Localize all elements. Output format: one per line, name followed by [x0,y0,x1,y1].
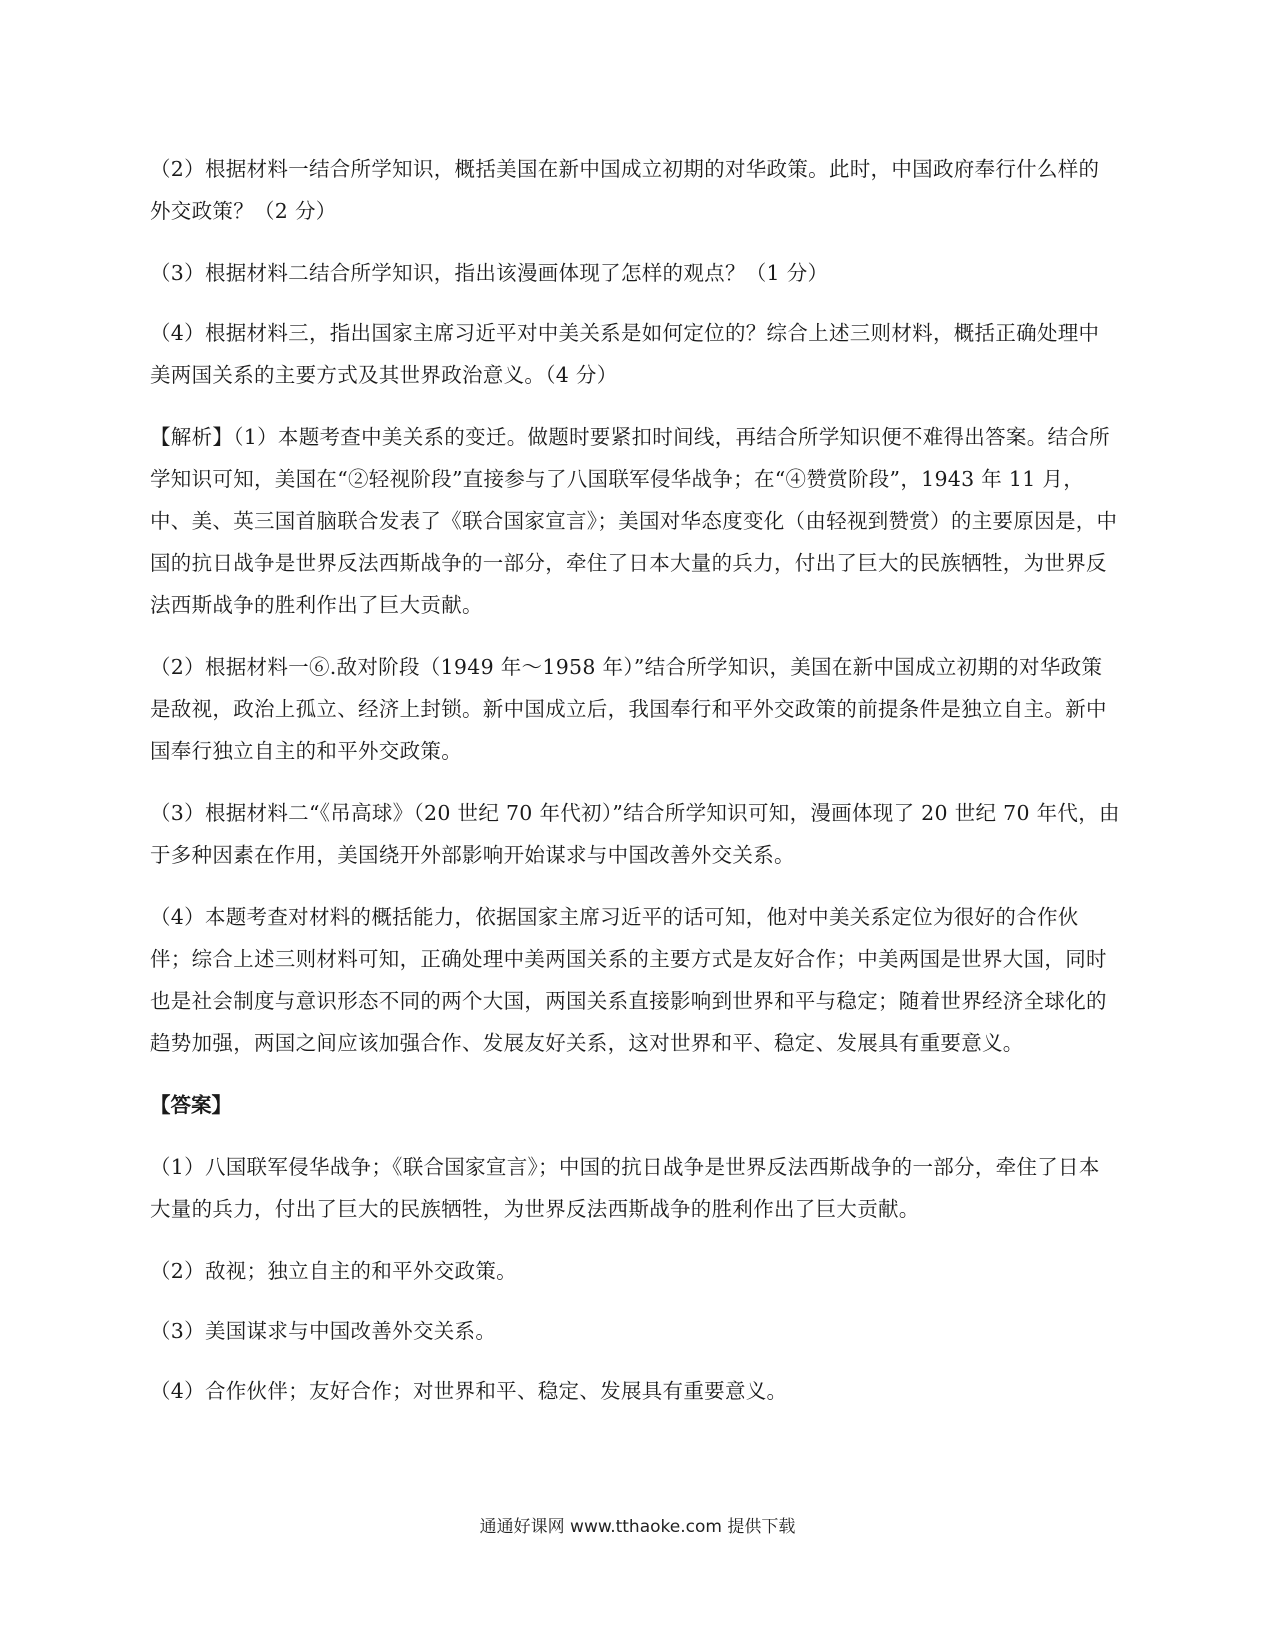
answer-heading: 【答案】 [150,1093,232,1117]
answer-4: （4）合作伙伴；友好合作；对世界和平、稳定、发展具有重要意义。 [150,1379,788,1403]
question-4: （4）根据材料三，指出国家主席习近平对中美关系是如何定位的？综合上述三则材料，概括正确处理中美两国关系的主要方式及其世界政治意义。（4 分） [150,321,1100,387]
question-3: （3）根据材料二结合所学知识，指出该漫画体现了怎样的观点？（1 分） [150,261,829,285]
page-footer: 通通好课网 www.tthaoke.com 提供下载 [479,1517,796,1537]
analysis-part-2: （2）根据材料一⑥.敌对阶段（1949 年～1958 年）”结合所学知识，美国在新中国成立初期的对华政策是敌视，政治上孤立、经济上封锁。新中国成立后，我国奉行和平外交政策的前提条件是独立自主。新中国奉行独立自主的和平外交政策。 [150,655,1107,763]
analysis-part-3: （3）根据材料二“《吊高球》（20 世纪 70 年代初）”结合所学知识可知，漫画体现了 20 世纪 70 年代，由于多种因素在作用，美国绕开外部影响开始谋求与中国改善外交关系。 [150,801,1120,867]
answer-2: （2）敌视；独立自主的和平外交政策。 [150,1259,517,1283]
answer-3: （3）美国谋求与中国改善外交关系。 [150,1319,497,1343]
analysis-part-4: （4）本题考查对材料的概括能力，依据国家主席习近平的话可知，他对中美关系定位为很好的合作伙伴；综合上述三则材料可知，正确处理中美两国关系的主要方式是友好合作；中美两国是世界大国，同时也是社会制度与意识形态不同的两个大国，两国关系直接影响到世界和平与稳定；随着世界经济全球化的趋势加强，两国之间应该加强合作、发展友好关系，这对世界和平、稳定、发展具有重要意义。 [150,905,1107,1055]
page-content [150,148,1120,1432]
question-2: （2）根据材料一结合所学知识，概括美国在新中国成立初期的对华政策。此时，中国政府奉行什么样的外交政策？（2 分） [150,157,1100,223]
answer-1: （1）八国联军侵华战争；《联合国家宣言》；中国的抗日战争是世界反法西斯战争的一部分，牵住了日本大量的兵力，付出了巨大的民族牺牲，为世界反法西斯战争的胜利作出了巨大贡献。 [150,1155,1100,1221]
analysis-part-1: 【解析】（1）本题考查中美关系的变迁。做题时要紧扣时间线，再结合所学知识便不难得出答案。结合所学知识可知，美国在“②轻视阶段”直接参与了八国联军侵华战争；在“④赞赏阶段”，1943 年 11 月，中、美、英三国首脑联合发表了《联合国家宣言》；美国对华态度变化（由轻视到赞赏）的主要原因是，中国的抗日战争是世界反法西斯战争的一部分，牵住了日本大量的兵力，付出了巨大的民族牺牲，为世界反法西斯战争的胜利作出了巨大贡献。 [150,425,1118,617]
